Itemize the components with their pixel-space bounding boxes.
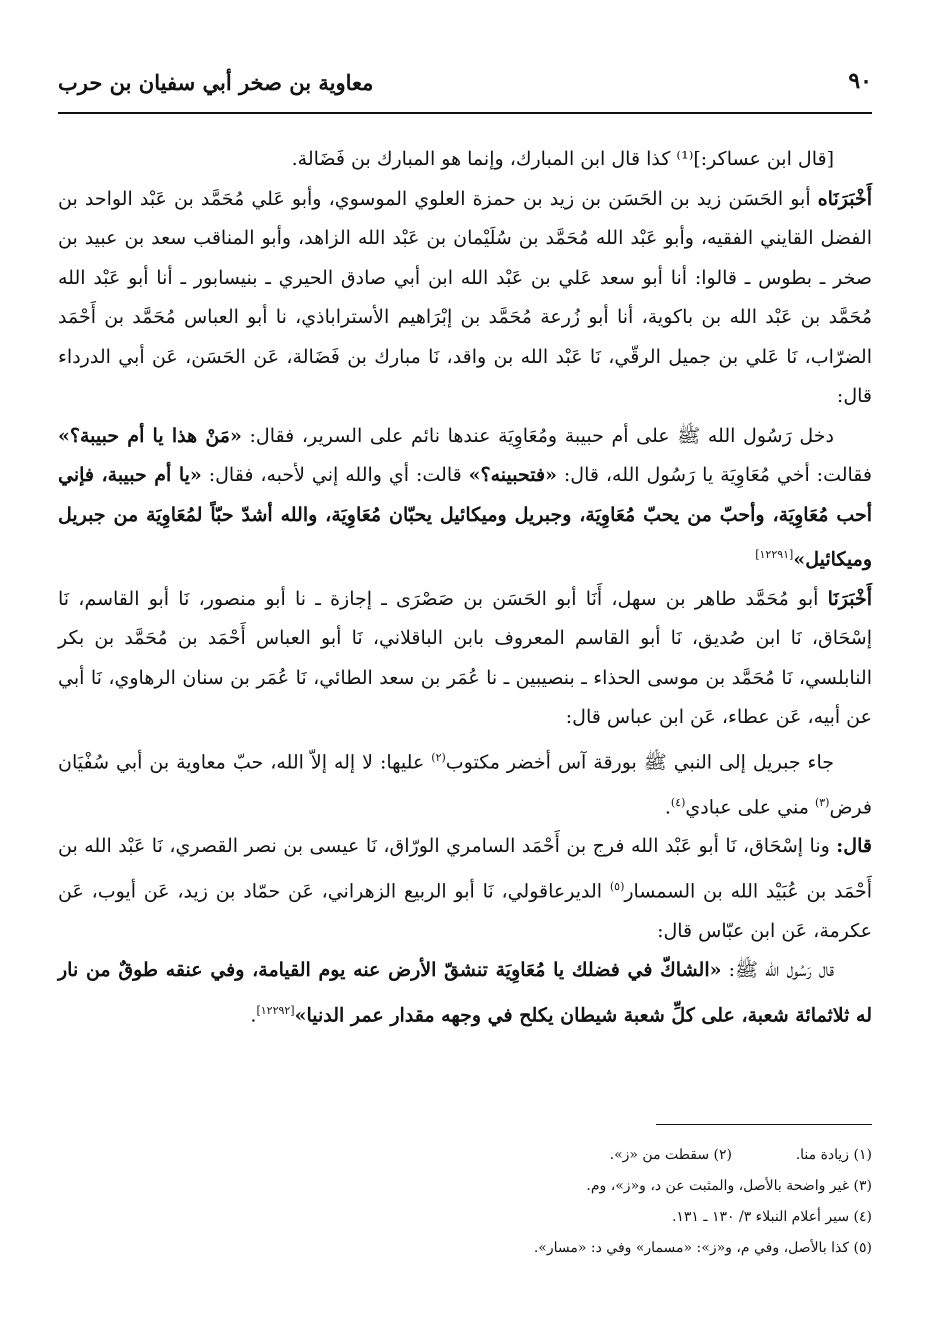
- footnote-text: غير واضحة بالأصل، والمثبت عن د، و«ز»، وم.: [586, 1178, 850, 1194]
- hadith-number: [١٢٢٩٢]: [256, 1003, 295, 1017]
- paragraph-1: [58, 140, 872, 180]
- paragraph-1-text: [قال ابن عساكر:]⁽¹⁾ كذا قال ابن المبارك، وإنما هو المبارك بن فَضَالة.: [291, 148, 834, 170]
- narration-text: قالت: أي والله إني لأحبه، فقال:: [201, 464, 469, 486]
- page-number: ٩٠: [848, 68, 872, 94]
- footnote-marker: (٣): [814, 795, 830, 809]
- footnote-row: [58, 1171, 872, 1202]
- footnote-marker: (٥): [609, 879, 625, 893]
- isnad-lead: قال:: [836, 835, 872, 858]
- body-text: [58, 140, 872, 1036]
- footnote-item: [732, 1140, 872, 1171]
- narration-text: الديرعاقولي، نَا أبو الربيع الزهراني، عَن حمّاد بن زيد، عَن أيوب، عَن عكرمة، عَن ابن عبّاس قال:: [58, 880, 872, 942]
- isnad-lead: أَخْبَرَنَا: [827, 587, 872, 610]
- hadith-quote: «فتحبينه؟»: [468, 464, 557, 486]
- footnote-row: [58, 1140, 872, 1171]
- footnote-marker: (٤): [670, 795, 686, 809]
- hadith-quote: «مَنْ هذا يا أم حبيبة؟»: [58, 424, 242, 447]
- footnote-marker: (٢): [431, 750, 446, 764]
- narration-text: .: [250, 1004, 257, 1027]
- footnote-item: [610, 1140, 732, 1171]
- footnote-row: [58, 1202, 872, 1233]
- narration-text: جاء جبريل إلى النبي ﷺ بورقة آس أخضر مكتوب: [445, 751, 835, 774]
- footnote-separator: [656, 1124, 872, 1125]
- paragraph-4: [58, 580, 872, 738]
- footnote-number: (٢): [713, 1147, 732, 1163]
- isnad-lead: أَخْبَرَنَاه: [817, 187, 872, 210]
- footnote-number: (٤): [853, 1209, 872, 1225]
- page-header: [58, 62, 872, 114]
- paragraph-2: [58, 180, 872, 417]
- footnote-number: (٥): [853, 1240, 872, 1256]
- narration-text: .: [664, 795, 671, 818]
- paragraph-6: [58, 827, 872, 951]
- narration-text: قال رَسُول الله ﷺ:: [721, 959, 834, 982]
- narration-text: فقالت: أخي مُعَاوِيَة يا رَسُول الله، قال:: [556, 464, 873, 486]
- footnote-text: كذا بالأصل، وفي م، و«ز»: «مسمار» وفي د: «مسار».: [533, 1240, 850, 1256]
- paragraph-3: [58, 417, 872, 580]
- narration-text: دخل رَسُول الله ﷺ على أم حبيبة ومُعَاوِيَة عندها نائم على السرير، فقال:: [241, 424, 834, 447]
- paragraph-5: [58, 738, 872, 828]
- footnote-text: سير أعلام النبلاء ٣/ ١٣٠ ـ ١٣١.: [671, 1209, 850, 1225]
- hadith-quote: «الشاكّ في فضلك يا مُعَاوِيَة تنشقّ الأرض عنه يوم القيامة، وفي عنقه طوقٌ من نار له ثلاثمائة شعبة، على كلِّ شعبة شيطان يكلح في وجهه مقدار عمر الدنيا»: [58, 959, 872, 1027]
- footnote-row: [58, 1233, 872, 1264]
- paragraph-2-text: أبو الحَسَن زيد بن الحَسَن بن زيد بن حمزة العلوي الموسوي، وأبو عَلي مُحَمَّد بن عَبْد الواحد بن الفضل القايني الفقيه، وأبو عَبْد الله مُحَمَّد بن سُلَيْمان بن عَبْد الله الزاهد، وأبو المناقب سعد بن عبيد بن صخر ـ بطوس ـ قالوا: أنا أبو سعد عَلي بن عَبْد الله ابن أبي صادق الحيري ـ بنيسابور ـ أنا أبو عَبْد الله مُحَمَّد بن عَبْد الله بن باكوية، أنا أبو زُرعة مُحَمَّد بن إبْرَاهيم الأستراباذي، نا أبو العباس مُحَمَّد بن أَحْمَد الضرّاب، نَا عَلي بن جميل الرقّي، نَا عَبْد الله بن واقد، نَا مبارك بن فَضَالة، عَن الحَسَن، عَن أبي الدرداء قال:: [58, 187, 872, 407]
- hadith-number: [١٢٢٩١]: [755, 548, 794, 561]
- footnotes: [58, 1140, 872, 1264]
- running-title: معاوية بن صخر أبي سفيان بن حرب: [58, 70, 374, 95]
- narration-text: مني على عبادي: [685, 795, 815, 818]
- footnote-number: (١): [853, 1147, 872, 1163]
- paragraph-7: [58, 951, 872, 1035]
- paragraph-4-text: أبو مُحَمَّد طاهر بن سهل، أَنَا أبو الحَسَن بن صَصْرَى ـ إجازة ـ نا أبو منصور، نَا أبو القاسم، نَا إسْحَاق، نَا ابن صُديق، نَا أبو القاسم المعروف بابن الباقلاني، نَا أبو العباس أَحْمَد بن مُحَمَّد بن بكر النابلسي، نَا مُحَمَّد بن موسى الحذاء ـ بنصيبين ـ نا عُمَر بن سعد الطائي، نَا عُمَر بن سنان الرهاوي، نَا أبي عن أبيه، عَن عطاء، عَن ابن عباس قال:: [58, 587, 872, 729]
- footnote-text: سقطت من «ز».: [609, 1147, 710, 1163]
- footnote-text: زيادة منا.: [795, 1147, 850, 1163]
- narration-text: ونا إسْحَاق، نَا أبو عَبْد الله فرج بن أَحْمَد السامري الورّاق، نَا عيسى بن نصر القصري، نَا عَبْد الله بن أَحْمَد بن عُبَيْد الله بن السمسار: [58, 835, 873, 903]
- narration-text: عليها: لا إله إلاّ الله، حبّ معاوية بن أبي سُفْيَان فرض: [58, 751, 872, 818]
- hadith-quote: «يا أم حبيبة، فإني أحب مُعَاوِيَة، وأحبّ من يحبّ مُعَاوِيَة، وجبريل وميكائيل يحبّان مُعَاوِيَة، والله أشدّ حبّاً لمُعَاوِيَة من جبريل وميكائيل»: [58, 464, 872, 571]
- footnote-number: (٣): [853, 1178, 872, 1194]
